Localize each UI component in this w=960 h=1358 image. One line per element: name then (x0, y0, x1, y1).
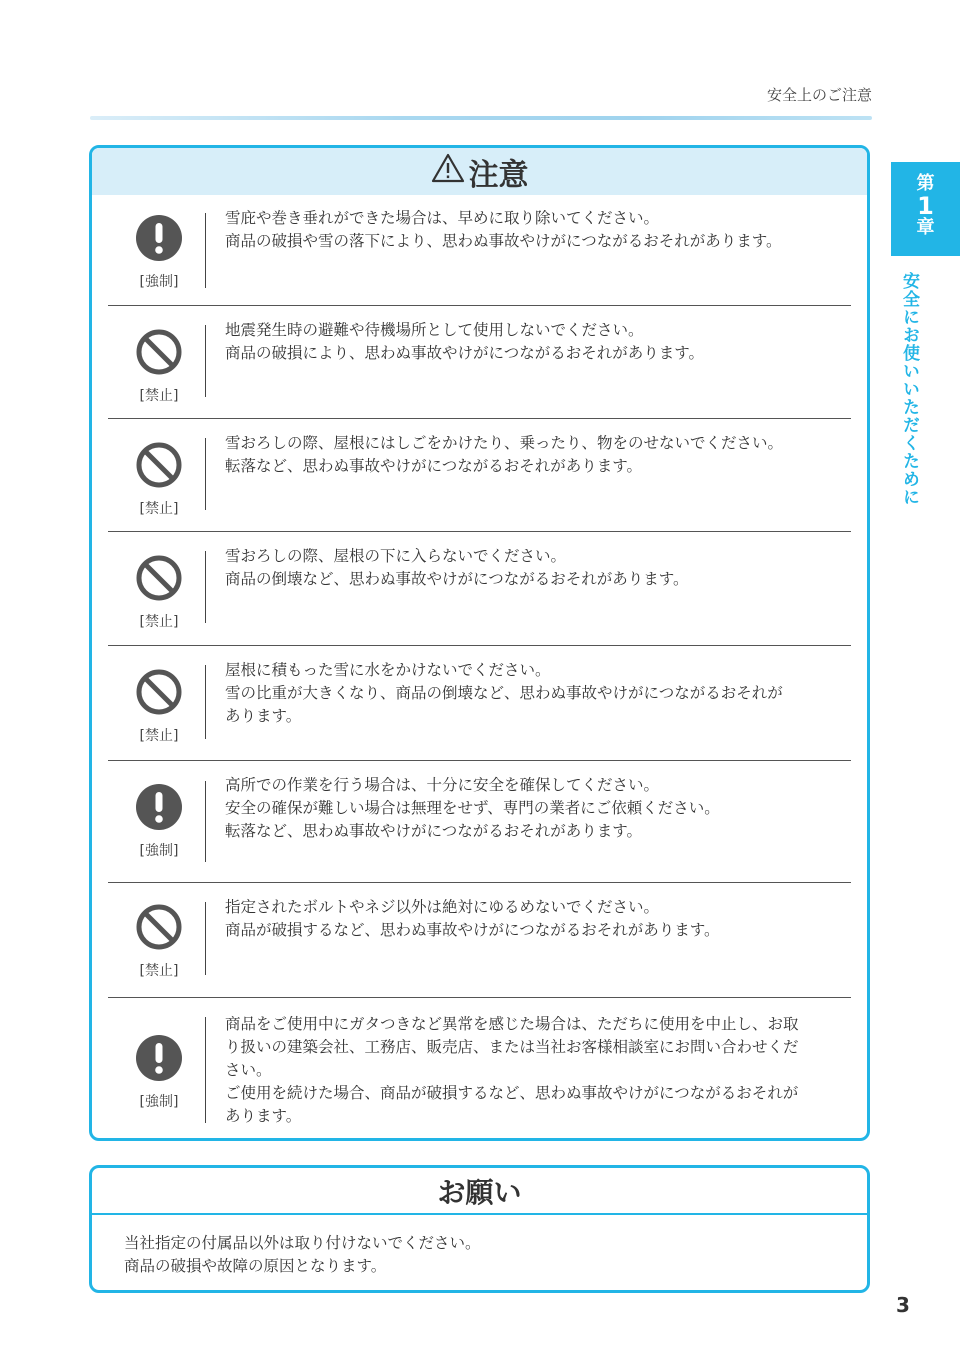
text-line: 雪おろしの際、屋根の下に入らないでください。 (225, 547, 567, 565)
prohibited-icon (136, 904, 182, 950)
mandatory-icon (136, 215, 182, 261)
prohibited-icon (136, 555, 182, 601)
item-icon (130, 904, 188, 980)
chapter-tab (891, 162, 960, 256)
divider (205, 781, 206, 862)
text-line: さい。 (225, 1061, 272, 1079)
text-line: あります。 (225, 707, 302, 725)
mandatory-icon (136, 784, 182, 830)
caution-title: 注意 (468, 157, 529, 193)
text-line: 商品の破損や故障の原因となります。 (124, 1257, 387, 1275)
prohibited-icon (136, 329, 182, 375)
text-line: 屋根に積もった雪に水をかけないでください。 (225, 661, 551, 679)
item-label: [強制] (139, 274, 179, 290)
text-line: 転落など、思わぬ事故やけがにつながるおそれがあります。 (225, 822, 642, 840)
request-box (89, 1165, 870, 1293)
text-line: 商品の破損や雪の落下により、思わぬ事故やけがにつながるおそれがあります。 (225, 232, 782, 250)
divider (205, 438, 206, 510)
item-text (225, 432, 839, 478)
item-label: [強制] (139, 1094, 179, 1110)
caution-item (92, 532, 867, 645)
text-line: あります。 (225, 1107, 302, 1125)
item-label: [強制] (139, 843, 179, 859)
page-number: 3 (896, 1293, 910, 1317)
text-line: 商品が破損するなど、思わぬ事故やけがにつながるおそれがあります。 (225, 921, 720, 939)
caution-box (89, 145, 870, 1141)
page-section-header: 安全上のご注意 (766, 86, 872, 104)
item-icon (130, 442, 188, 518)
item-text (225, 207, 839, 253)
mandatory-icon (136, 1035, 182, 1081)
text-line: 雪の比重が大きくなり、商品の倒壊など、思わぬ事故やけがにつながるおそれが (225, 684, 783, 702)
text-line: 商品の破損により、思わぬ事故やけがにつながるおそれがあります。 (225, 344, 704, 362)
item-text (225, 319, 839, 365)
caution-item (92, 306, 867, 418)
item-text (225, 545, 839, 591)
item-label: [禁止] (139, 388, 179, 404)
divider (205, 902, 206, 975)
item-text (225, 659, 839, 728)
item-text (225, 896, 839, 942)
caution-item (92, 998, 867, 1138)
text-line: 安全の確保が難しい場合は無理をせず、専門の業者にご依頼ください。 (225, 799, 720, 817)
text-line: 高所での作業を行う場合は、十分に安全を確保してください。 (225, 776, 660, 794)
item-icon (130, 784, 188, 860)
item-icon (130, 329, 188, 405)
item-icon (130, 555, 188, 631)
item-text (225, 1013, 839, 1128)
item-label: [禁止] (139, 728, 179, 744)
caution-item (92, 195, 867, 310)
text-line: 当社指定の付属品以外は取り付けないでください。 (124, 1234, 481, 1252)
chapter-suffix: 章 (916, 217, 935, 238)
request-header: お願い (92, 1168, 867, 1215)
item-label: [禁止] (139, 963, 179, 979)
text-line: 商品の倒壊など、思わぬ事故やけがにつながるおそれがあります。 (225, 570, 689, 588)
text-line: り扱いの建築会社、工務店、販売店、または当社お客様相談室にお問い合わせくだ (225, 1038, 799, 1056)
prohibited-icon (136, 442, 182, 488)
divider (205, 325, 206, 397)
text-line: 雪おろしの際、屋根にはしごをかけたり、乗ったり、物をのせないでください。 (225, 434, 784, 452)
caution-header (92, 148, 867, 195)
item-label: [禁止] (139, 614, 179, 630)
item-icon (130, 669, 188, 745)
divider (205, 213, 206, 288)
divider (205, 665, 206, 739)
caution-item (92, 646, 867, 761)
text-line: ご使用を続けた場合、商品が破損するなど、思わぬ事故やけがにつながるおそれが (225, 1084, 799, 1102)
divider (205, 551, 206, 623)
caution-item (92, 419, 867, 531)
prohibited-icon (136, 669, 182, 715)
chapter-number: 1 (917, 192, 934, 220)
item-icon (130, 1035, 188, 1111)
item-label: [禁止] (139, 501, 179, 517)
item-icon (130, 215, 188, 291)
text-line: 雪庇や巻き垂れができた場合は、早めに取り除いてください。 (225, 209, 660, 227)
chapter-title: 安全にお使いいただくために (899, 272, 919, 506)
header-rule (90, 116, 872, 120)
text-line: 指定されたボルトやネジ以外は絶対にゆるめないでください。 (225, 898, 660, 916)
caution-item (92, 761, 867, 882)
item-text (225, 774, 839, 843)
request-text (124, 1232, 481, 1278)
chapter-prefix: 第 (916, 173, 935, 194)
text-line: 転落など、思わぬ事故やけがにつながるおそれがあります。 (225, 457, 642, 475)
text-line: 地震発生時の避難や待機場所として使用しないでください。 (225, 321, 644, 339)
divider (205, 1017, 206, 1123)
caution-item (92, 883, 867, 997)
text-line: 商品をご使用中にガタつきなど異常を感じた場合は、ただちに使用を中止し、お取 (225, 1015, 799, 1033)
warning-triangle-icon (431, 153, 469, 191)
